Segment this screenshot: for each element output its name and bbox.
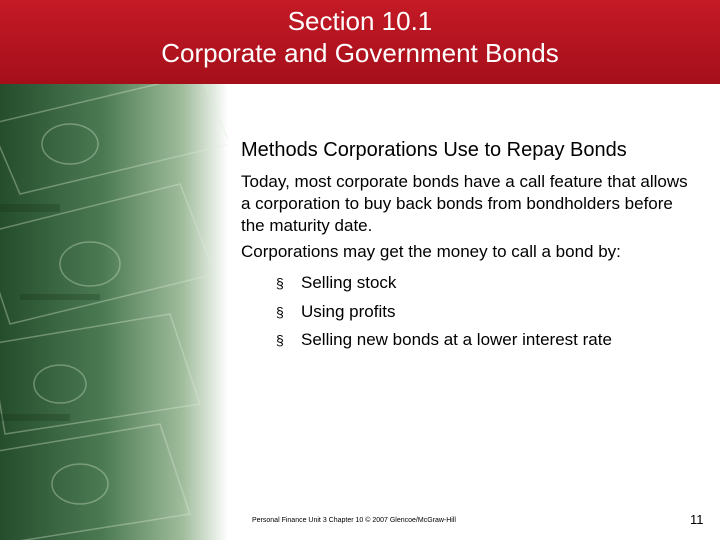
- paragraph-call-bond: Corporations may get the money to call a bond by:: [241, 242, 621, 261]
- money-background-image: [0, 84, 228, 540]
- slide-content: [241, 137, 691, 355]
- paragraph-call-feature: Today, most corporate bonds have a call feature that allows a corporation to buy back bonds from bondholders before the maturity date.: [241, 172, 688, 235]
- list-item: [276, 269, 691, 298]
- list-item: [276, 298, 691, 327]
- slide-title: [0, 5, 720, 69]
- bullet-list: [276, 269, 691, 355]
- footer-text: Personal Finance Unit 3 Chapter 10 © 2007 Glencoe/McGraw-Hill: [252, 517, 456, 524]
- bullet-icon: §: [276, 332, 284, 348]
- bullet-icon: §: [276, 275, 284, 291]
- bullet-icon: §: [276, 303, 284, 320]
- bullet-text: Selling stock: [301, 273, 397, 292]
- content-heading: Methods Corporations Use to Repay Bonds: [241, 139, 627, 161]
- bullet-text: Selling new bonds at a lower interest rate: [301, 330, 612, 349]
- banknote-collage: [0, 84, 228, 540]
- header-bar: [0, 0, 720, 84]
- section-number: Section 10.1: [287, 6, 433, 36]
- section-title: Corporate and Government Bonds: [161, 38, 559, 68]
- bullet-text: Using profits: [301, 301, 396, 321]
- list-item: [276, 326, 691, 355]
- page-number: 11: [690, 512, 704, 527]
